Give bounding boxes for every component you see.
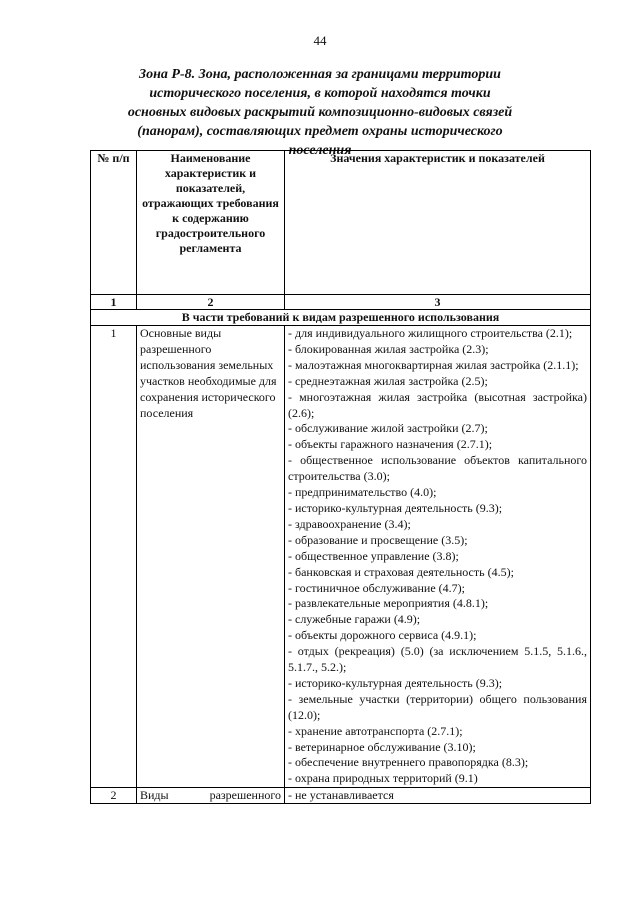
use-item: - отдых (рекреация) (5.0) (за исключением 5.1.5, 5.1.6., 5.1.7., 5.2.); — [288, 644, 587, 675]
regulation-table — [90, 150, 591, 804]
use-item: - служебные гаражи (4.9); — [288, 612, 421, 627]
use-item: - историко-культурная деятельность (9.3); — [288, 500, 503, 515]
row-number: 2 — [91, 788, 137, 804]
row-number: 1 — [91, 326, 137, 788]
section-title: В части требований к видам разрешенного использования — [91, 310, 591, 326]
table-header-row — [91, 151, 591, 295]
use-item: - обеспечение внутреннего правопорядка (8.3); — [288, 755, 529, 770]
use-item: - среднеэтажная жилая застройка (2.5); — [288, 373, 488, 388]
use-item: - образование и просвещение (3.5); — [288, 532, 468, 547]
use-item: - малоэтажная многоквартирная жилая застройка (2.1.1); — [288, 357, 579, 372]
use-item: - объекты гаражного назначения (2.7.1); — [288, 437, 493, 452]
use-item: - предпринимательство (4.0); — [288, 485, 437, 500]
use-item: - гостиничное обслуживание (4.7); — [288, 580, 465, 595]
use-item: - ветеринарное обслуживание (3.10); — [288, 739, 476, 754]
table-row — [91, 788, 591, 804]
use-item: - объекты дорожного сервиса (4.9.1); — [288, 628, 477, 643]
use-item: - хранение автотранспорта (2.7.1); — [288, 723, 463, 738]
page-number: 44 — [313, 33, 327, 48]
column-number: 3 — [285, 295, 591, 310]
header-characteristics: Наименование характеристик и показателей, отражающих требования к содержанию градостроительного регламента — [137, 151, 285, 295]
use-item: - банковская и страховая деятельность (4.5); — [288, 564, 514, 579]
use-item: - общественное использование объектов капитального строительства (3.0); — [288, 453, 587, 484]
section-row — [91, 310, 591, 326]
use-item: - не устанавливается — [288, 788, 394, 803]
use-item: - общественное управление (3.8); — [288, 548, 459, 563]
use-item: - многоэтажная жилая застройка (высотная застройка) (2.6); — [288, 389, 587, 420]
row-uses — [285, 326, 591, 788]
use-item: - земельные участки (территории) общего пользования (12.0); — [288, 691, 587, 722]
use-item: - охрана природных территорий (9.1) — [288, 771, 478, 786]
use-item: - блокированная жилая застройка (2.3); — [288, 341, 489, 356]
row-name: Основные виды разрешенного использования земельных участков необходимые для сохранения исторического поселения — [137, 326, 285, 788]
row-name: Виды разрешенного — [137, 788, 285, 804]
header-values: Значения характеристик и показателей — [285, 151, 591, 295]
row-uses — [285, 788, 591, 804]
column-numbers-row — [91, 295, 591, 310]
zone-title: Зона Р-8. Зона, расположенная за границами территории исторического поселения, в которой находятся точки основных видовых раскрытий композиционно-видовых связей (панорам), составляющих предмет охраны исторического поселения — [127, 67, 513, 158]
column-number: 1 — [91, 295, 137, 310]
use-item: - здравоохранение (3.4); — [288, 516, 411, 531]
use-item: - развлекательные мероприятия (4.8.1); — [288, 596, 489, 611]
column-number: 2 — [137, 295, 285, 310]
table-row — [91, 326, 591, 788]
use-item: - обслуживание жилой застройки (2.7); — [288, 421, 488, 436]
use-item: - историко-культурная деятельность (9.3); — [288, 675, 503, 690]
use-item: - для индивидуального жилищного строительства (2.1); — [288, 326, 573, 340]
header-number: № п/п — [91, 151, 137, 295]
